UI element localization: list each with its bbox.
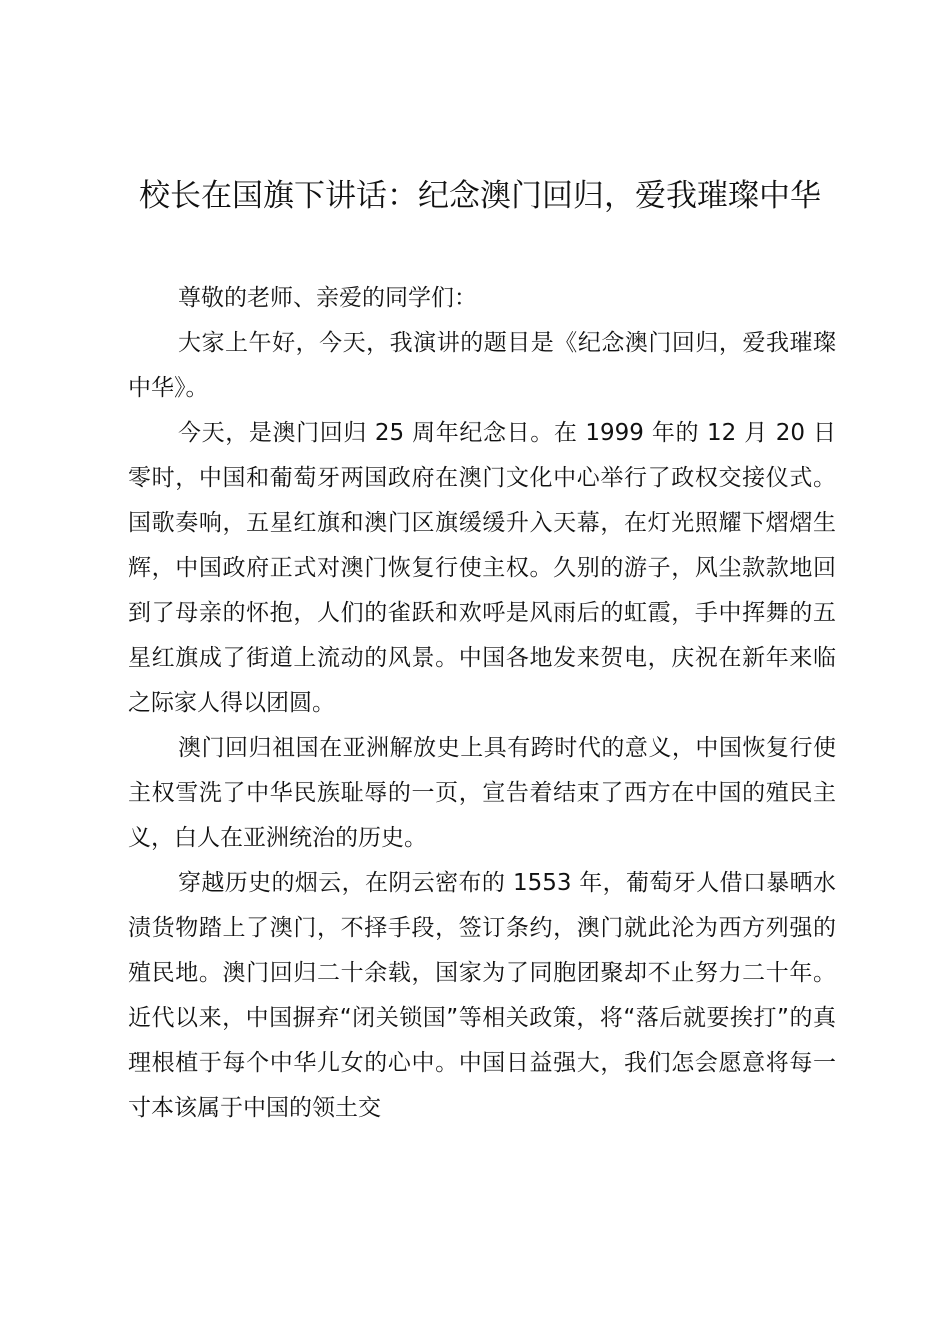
history-paragraph: 穿越历史的烟云，在阴云密布的 1553 年，葡萄牙人借口暴晒水渍货物踏上了澳门，不择手段，签订条约，澳门就此沦为西方列强的殖民地。澳门回归二十余载，国家为了同胞团聚却不止努力二十年。近代以来，中国摒弃“闭关锁国”等相关政策，将“落后就要挨打”的真理根植于每个中华儿女的心中。中国日益强大，我们怎会愿意将每一寸本该属于中国的领土交 — [128, 870, 836, 1121]
anniversary-paragraph: 今天，是澳门回归 25 周年纪念日。在 1999 年的 12 月 20 日零时，中国和葡萄牙两国政府在澳门文化中心举行了政权交接仪式。国歌奏响，五星红旗和澳门区旗缓缓升入天幕，在灯光照耀下熠熠生辉，中国政府正式对澳门恢复行使主权。久别的游子，风尘款款地回到了母亲的怀抱，人们的雀跃和欢呼是风雨后的虹霞，手中挥舞的五星红旗成了街道上流动的风景。中国各地发来贺电，庆祝在新年来临之际家人得以团圆。 — [128, 420, 836, 716]
significance-paragraph: 澳门回归祖国在亚洲解放史上具有跨时代的意义，中国恢复行使主权雪洗了中华民族耻辱的一页，宣告着结束了西方在中国的殖民主义，白人在亚洲统治的历史。 — [128, 735, 836, 851]
salutation-paragraph: 尊敬的老师、亲爱的同学们： — [178, 285, 477, 311]
greeting-paragraph: 大家上午好，今天，我演讲的题目是《纪念澳门回归，爱我璀璨中华》。 — [128, 330, 836, 401]
document-title: 校长在国旗下讲话：纪念澳门回归，爱我璀璨中华 — [139, 178, 821, 214]
document-body — [128, 276, 836, 1131]
